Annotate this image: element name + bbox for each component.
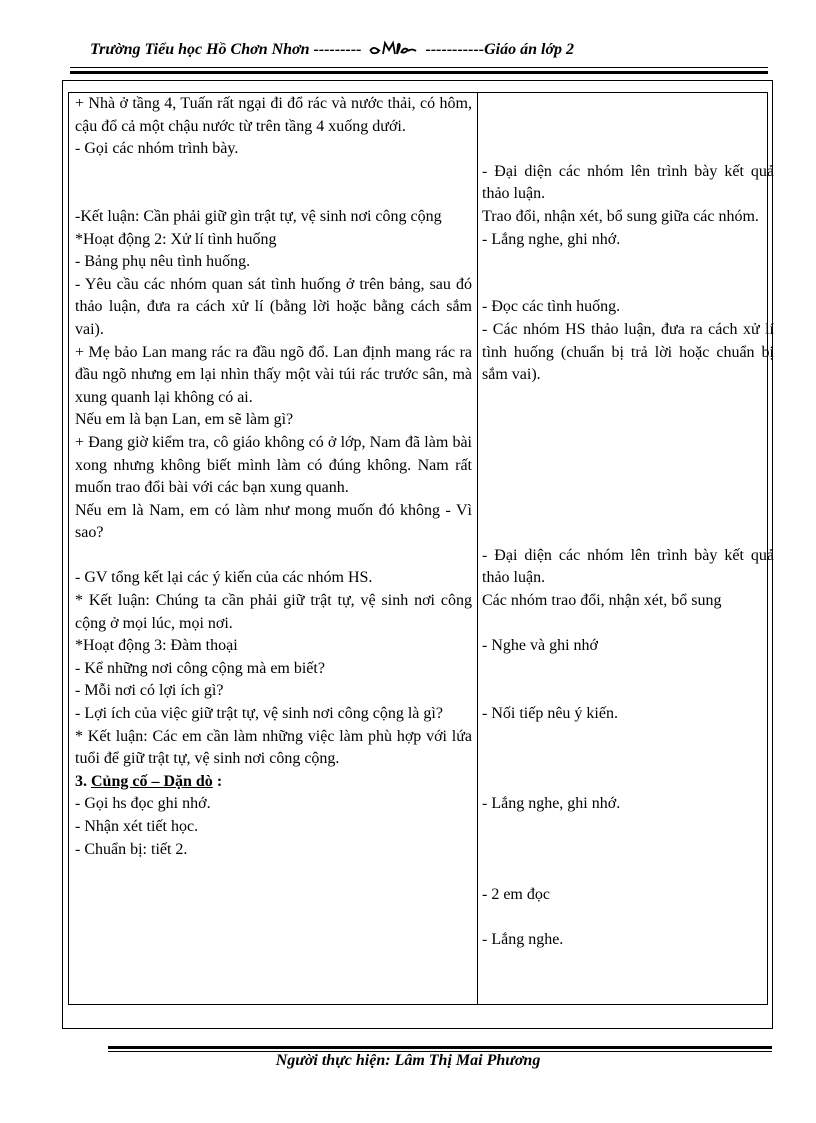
header-dashes-left: ---------	[313, 41, 362, 58]
student-response: - Nghe và ghi nhớ	[482, 637, 598, 655]
section-heading	[75, 771, 472, 794]
footer-rule-thick	[108, 1046, 772, 1049]
activity-heading: *Hoạt động 3: Đàm thoại	[75, 637, 238, 655]
student-response: - Đại diện các nhóm lên trình bày kết quả thảo luận.	[482, 162, 774, 203]
conclusion-text: * Kết luận: Các em cần làm những việc làm phù hợp với lứa tuổi để giữ trật tự, vệ sinh nơi công cộng.	[75, 727, 472, 768]
question-text: - Mỗi nơi có lợi ích gì?	[75, 682, 224, 700]
teacher-activities-column	[75, 93, 472, 861]
question-text: Nếu em là Nam, em có làm như mong muốn đó không - Vì sao?	[75, 501, 472, 542]
student-response: - Lắng nghe, ghi nhớ.	[482, 795, 621, 813]
student-response: - Lắng nghe, ghi nhớ.	[482, 230, 621, 248]
question-text: - Kể những nơi công cộng mà em biết?	[75, 659, 325, 677]
instruction-text: - Bảng phụ nêu tình huống.	[75, 253, 251, 271]
question-text: - Lợi ích của việc giữ trật tự, vệ sinh nơi công cộng là gì?	[75, 705, 443, 723]
student-response: Trao đổi, nhận xét, bổ sung giữa các nhóm.	[482, 207, 759, 225]
situation-text: + Mẹ bảo Lan mang rác ra đầu ngõ đổ. Lan định mang rác ra đầu ngõ nhưng em lại nhìn thấy một vài túi rác trước sân, mà xung quanh lại không có ai.	[75, 343, 472, 406]
column-divider	[477, 92, 478, 1005]
instruction-text: - Yêu cầu các nhóm quan sát tình huống ở trên bảng, sau đó thảo luận, đưa ra cách xử lí (bằng lời hoặc bằng cách sắm vai).	[75, 275, 472, 338]
subject-title: Giáo án lớp 2	[484, 41, 575, 58]
page-header	[90, 40, 574, 59]
student-response: Các nhóm trao đổi, nhận xét, bổ sung	[482, 592, 722, 610]
section-number: 3.	[75, 772, 87, 790]
section-title: Củng cố – Dặn dò	[91, 772, 213, 790]
page-footer: Người thực hiện: Lâm Thị Mai Phương	[275, 1052, 541, 1069]
header-rule-thick	[70, 71, 768, 74]
student-activities-column	[482, 93, 774, 952]
conclusion-text: -Kết luận: Cần phải giữ gìn trật tự, vệ sinh nơi công cộng	[75, 207, 442, 225]
student-response: - Đại diện các nhóm lên trình bày kết quả thảo luận.	[482, 546, 774, 587]
instruction-text: - Gọi hs đọc ghi nhớ.	[75, 795, 211, 813]
activity-heading: *Hoạt động 2: Xử lí tình huống	[75, 230, 277, 248]
conclusion-text: * Kết luận: Chúng ta cần phải giữ trật tự, vệ sinh nơi công cộng ở mọi lúc, mọi nơi.	[75, 592, 472, 632]
header-rule-thin	[70, 67, 768, 68]
school-name: Trường Tiểu học Hồ Chơn Nhơn	[90, 41, 310, 58]
situation-text: + Đang giờ kiểm tra, cô giáo không có ở lớp, Nam đã làm bài xong nhưng không biết mình làm có đúng không. Nam rất muốn trao đổi bài với các bạn xung quanh.	[75, 433, 472, 497]
student-response: - 2 em đọc	[482, 885, 550, 903]
instruction-text: - Chuẩn bị: tiết 2.	[75, 840, 188, 858]
instruction-text: - Gọi các nhóm trình bày.	[75, 140, 239, 158]
student-response: - Lắng nghe.	[482, 930, 564, 948]
student-response: - Các nhóm HS thảo luận, đưa ra cách xử lí tình huống (chuẩn bị trả lời hoặc chuẩn bị sắm vai).	[482, 320, 774, 384]
section-colon: :	[212, 772, 223, 790]
decorative-logo-icon	[368, 40, 420, 56]
student-response: - Nối tiếp nêu ý kiến.	[482, 705, 618, 723]
instruction-text: - Nhận xét tiết học.	[75, 818, 199, 835]
header-dashes-right: -----------	[425, 41, 485, 58]
student-response: - Đọc các tình huống.	[482, 298, 621, 316]
question-text: Nếu em là bạn Lan, em sẽ làm gì?	[75, 411, 294, 429]
situation-text: + Nhà ở tầng 4, Tuấn rất ngại đi đổ rác và nước thải, có hôm, cậu đổ cả một chậu nước từ trên tầng 4 xuống dưới.	[75, 95, 472, 135]
instruction-text: - GV tổng kết lại các ý kiến của các nhóm HS.	[75, 569, 373, 587]
